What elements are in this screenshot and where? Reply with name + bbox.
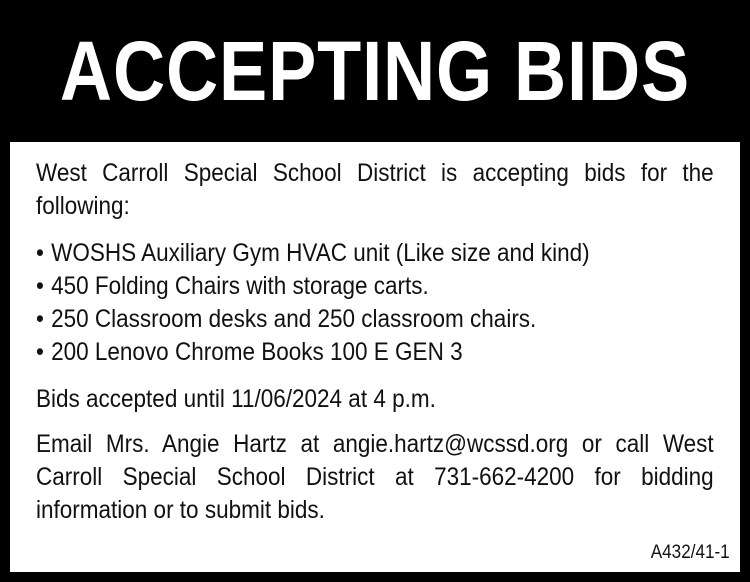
list-item	[36, 336, 646, 369]
list-item	[36, 237, 646, 270]
deadline-text: Bids accepted until 11/06/2024 at 4 p.m.	[36, 385, 436, 413]
intro-text: West Carroll Special School District is accepting bids for the following:	[36, 159, 714, 220]
list-item-text: 250 Classroom desks and 250 classroom chairs.	[51, 305, 537, 333]
bid-items-list	[36, 237, 714, 369]
bullet-icon: •	[36, 272, 44, 300]
notice-content	[36, 157, 714, 527]
notice-body	[10, 142, 740, 572]
list-item-text: WOSHS Auxiliary Gym HVAC unit (Like size and kind)	[51, 239, 590, 267]
bullet-icon: •	[36, 239, 44, 267]
bullet-icon: •	[36, 338, 44, 366]
ad-code: A432/41-1	[651, 542, 730, 563]
list-item-text: 200 Lenovo Chrome Books 100 E GEN 3	[51, 338, 463, 366]
bullet-icon: •	[36, 305, 44, 333]
headline: ACCEPTING BIDS	[59, 23, 691, 118]
contact-text: Email Mrs. Angie Hartz at angie.hartz@wcssd.org or call West Carroll Special School District at 731-662-4200 for bidding information or to submit bids.	[36, 430, 714, 524]
list-item-text: 450 Folding Chairs with storage carts.	[51, 272, 429, 300]
list-item	[36, 303, 646, 336]
list-item	[36, 270, 646, 303]
